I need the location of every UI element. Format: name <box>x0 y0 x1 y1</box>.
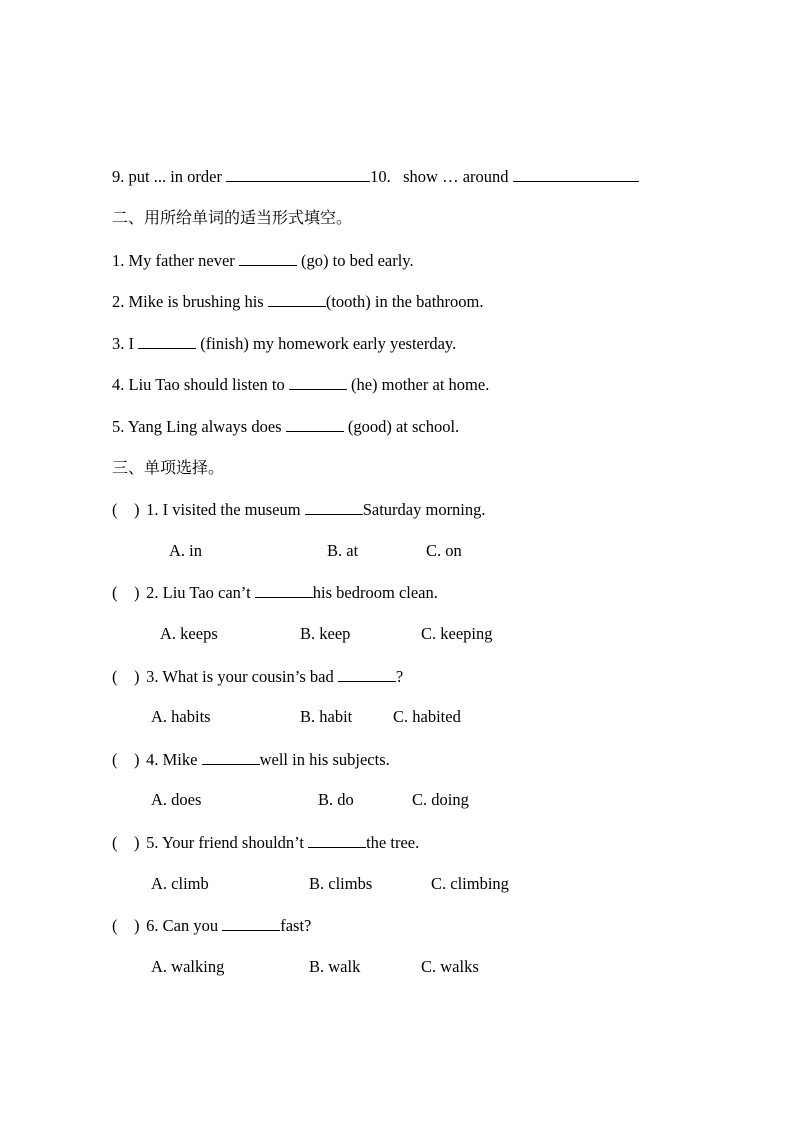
fill-blank <box>138 333 196 349</box>
section-3-heading: 三、单项选择。 <box>112 458 225 477</box>
fill-item-text: 1. My father never <box>112 251 239 270</box>
question-text: 4. Mike <box>142 750 202 769</box>
choice-question-3 <box>112 666 403 686</box>
option-b: B. walk <box>309 957 361 976</box>
answer-paren: ( ) <box>112 750 140 769</box>
option-a: A. habits <box>151 707 211 726</box>
fill-item-5 <box>112 416 459 436</box>
question-text: 5. Your friend shouldn’t <box>142 833 309 852</box>
answer-paren: ( ) <box>112 916 140 935</box>
fill-item-text: (tooth) in the bathroom. <box>325 292 484 311</box>
option-c: C. keeping <box>421 624 493 643</box>
fill-blank <box>239 250 297 266</box>
fill-item-text: 3. I <box>112 334 139 353</box>
section-2-heading: 二、用所给单词的适当形式填空。 <box>112 208 353 227</box>
fill-item-text: (go) to bed early. <box>296 251 414 270</box>
fill-blank <box>289 374 347 390</box>
option-b: B. habit <box>300 707 353 726</box>
option-c: C. walks <box>421 957 479 976</box>
fill-item-2 <box>112 291 483 311</box>
phrase-9-text: 9. put ... in order <box>112 167 227 186</box>
phrase-10-text: 10. show … around <box>370 167 513 186</box>
choice-question-1 <box>112 499 486 519</box>
option-a: A. keeps <box>160 624 218 643</box>
question-text: 6. Can you <box>142 916 223 935</box>
question-blank <box>202 749 260 765</box>
answer-paren: ( ) <box>112 500 140 519</box>
question-text: well in his subjects. <box>259 750 390 769</box>
question-blank <box>305 499 363 515</box>
fill-item-3 <box>112 333 456 353</box>
answer-paren: ( ) <box>112 833 140 852</box>
question-text: the tree. <box>366 833 420 852</box>
fill-item-text: (good) at school. <box>343 417 460 436</box>
choice-question-5 <box>112 832 419 852</box>
fill-blank <box>268 291 326 307</box>
option-b: B. at <box>327 541 359 560</box>
option-a: A. climb <box>151 874 209 893</box>
option-c: C. climbing <box>431 874 509 893</box>
question-text: 2. Liu Tao can’t <box>142 583 255 602</box>
fill-item-text: (finish) my homework early yesterday. <box>196 334 457 353</box>
question-text: Saturday morning. <box>362 500 486 519</box>
phrase-line-9-10 <box>112 166 639 186</box>
fill-item-text: 2. Mike is brushing his <box>112 292 268 311</box>
phrase-9-blank <box>226 166 370 182</box>
fill-item-text: (he) mother at home. <box>346 375 490 394</box>
choice-question-4 <box>112 749 390 769</box>
choice-question-6 <box>112 915 311 935</box>
option-a: A. in <box>169 541 202 560</box>
fill-item-text: 4. Liu Tao should listen to <box>112 375 289 394</box>
fill-item-4 <box>112 374 489 394</box>
question-blank <box>338 666 396 682</box>
answer-paren: ( ) <box>112 667 140 686</box>
question-text: ? <box>395 667 404 686</box>
question-blank <box>222 915 280 931</box>
question-text: 1. I visited the museum <box>142 500 305 519</box>
option-a: A. walking <box>151 957 225 976</box>
fill-blank <box>286 416 344 432</box>
question-text: fast? <box>280 916 312 935</box>
option-c: C. on <box>426 541 462 560</box>
answer-paren: ( ) <box>112 583 140 602</box>
choice-question-2 <box>112 582 438 602</box>
question-blank <box>255 582 313 598</box>
option-c: C. habited <box>393 707 461 726</box>
option-b: B. climbs <box>309 874 373 893</box>
question-blank <box>308 832 366 848</box>
fill-item-1 <box>112 250 414 270</box>
fill-item-text: 5. Yang Ling always does <box>112 417 286 436</box>
question-text: his bedroom clean. <box>312 583 438 602</box>
option-b: B. do <box>318 790 354 809</box>
phrase-10-blank <box>513 166 639 182</box>
option-b: B. keep <box>300 624 351 643</box>
option-a: A. does <box>151 790 202 809</box>
question-text: 3. What is your cousin’s bad <box>142 667 338 686</box>
option-c: C. doing <box>412 790 469 809</box>
